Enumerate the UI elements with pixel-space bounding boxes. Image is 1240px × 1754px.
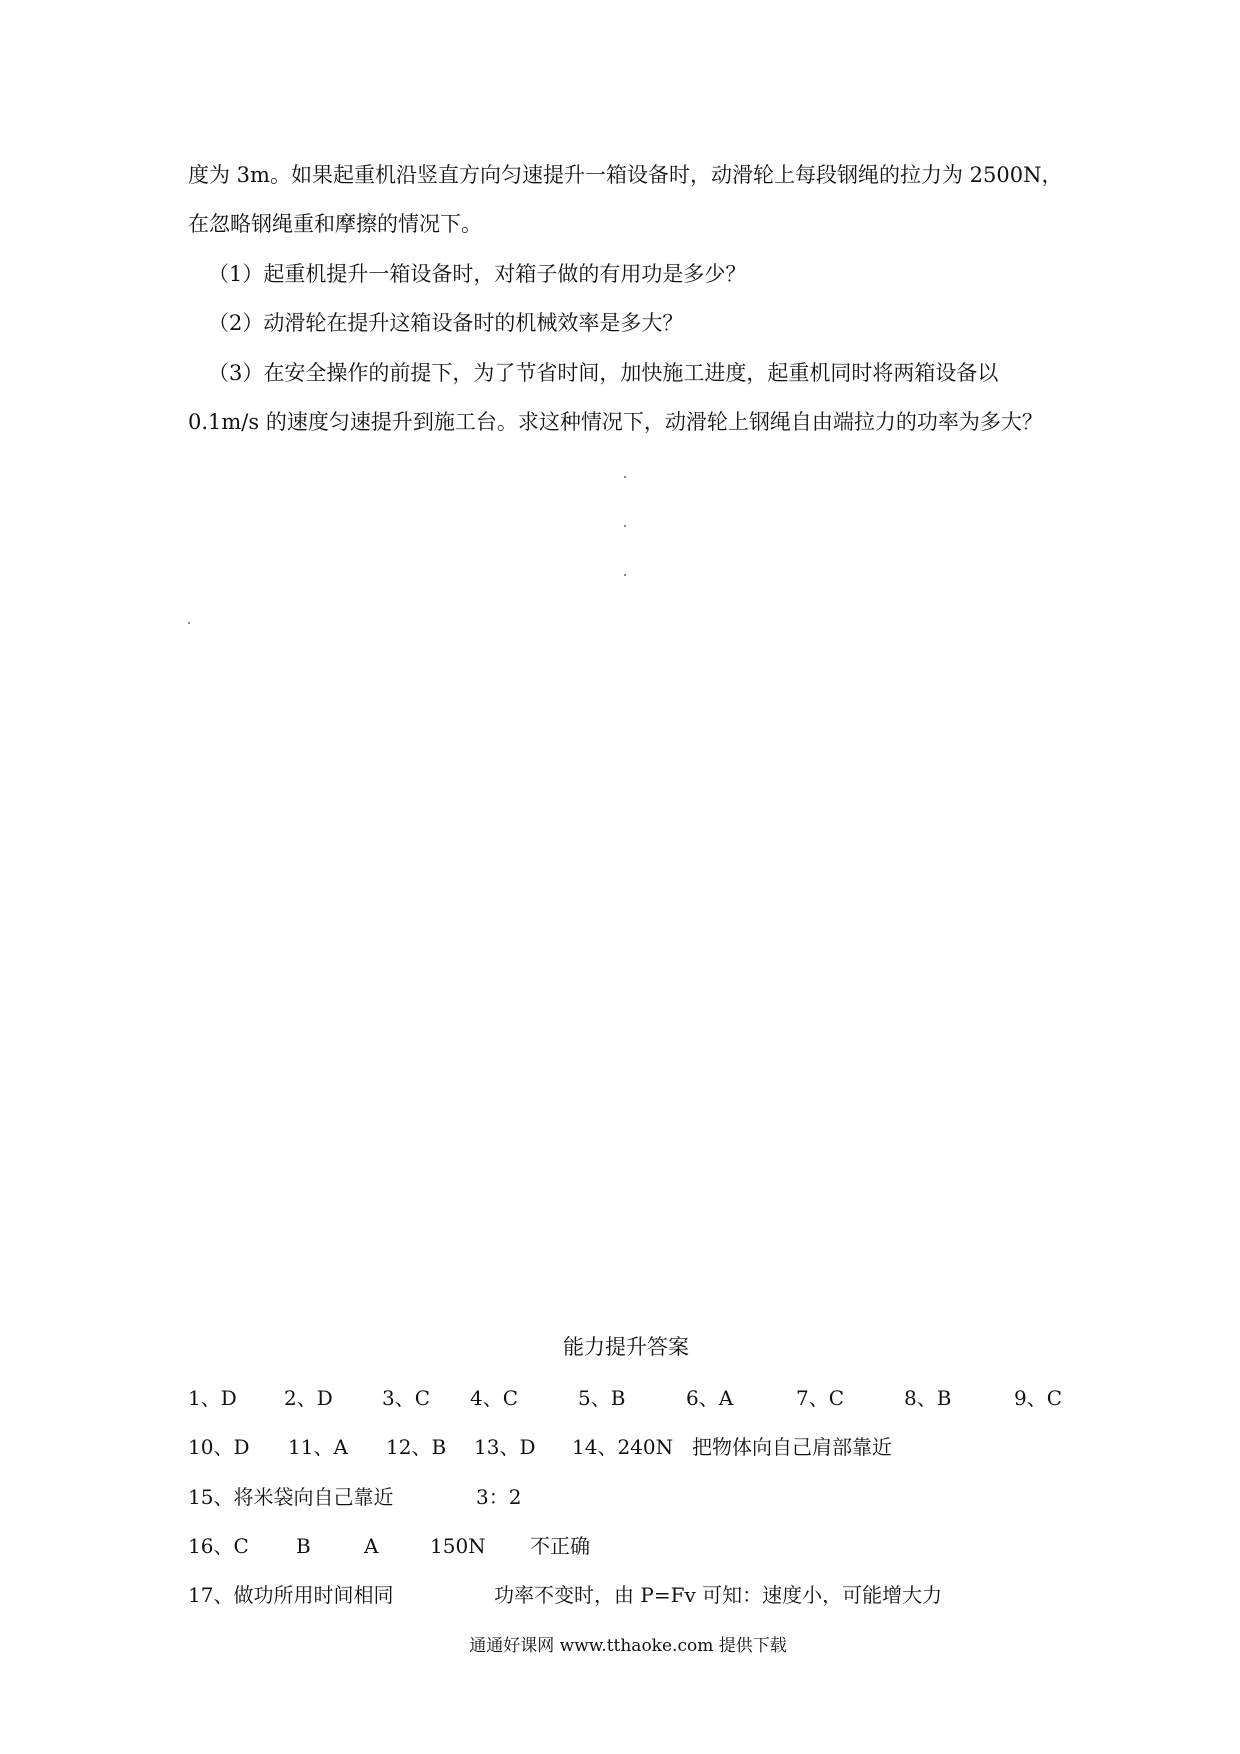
answer-item: 9、C <box>1014 1386 1063 1410</box>
answer-item: 12、B <box>386 1435 447 1459</box>
answer-item: 1、D <box>188 1386 237 1410</box>
answer-item: 17、做功所用时间相同 <box>188 1583 394 1607</box>
answer-item: 6、A <box>686 1386 734 1410</box>
answer-item: 14、240N <box>572 1435 674 1459</box>
answer-item: 把物体向自己肩部靠近 <box>692 1435 892 1459</box>
question-3-line-1: （3）在安全操作的前提下，为了节省时间，加快施工进度，起重机同时将两箱设备以 <box>208 361 999 385</box>
speck <box>188 622 190 624</box>
answer-item: 11、A <box>288 1435 348 1459</box>
answer-item: B <box>296 1534 311 1558</box>
speck <box>624 525 626 527</box>
question-1: （1）起重机提升一箱设备时，对箱子做的有用功是多少？ <box>208 262 747 286</box>
answer-item: 3：2 <box>476 1485 522 1509</box>
speck <box>624 574 626 576</box>
answer-item: 功率不变时，由 P=Fv 可知：速度小，可能增大力 <box>494 1583 943 1607</box>
problem-line-2: 在忽略钢绳重和摩擦的情况下。 <box>188 212 482 236</box>
answer-item: 3、C <box>382 1386 431 1410</box>
answer-item: 10、D <box>188 1435 250 1459</box>
speck <box>624 476 626 478</box>
answer-item: 8、B <box>904 1386 952 1410</box>
answer-item: 不正确 <box>530 1534 590 1558</box>
answer-item: 16、C <box>188 1534 249 1558</box>
answer-item: 7、C <box>796 1386 845 1410</box>
answer-title: 能力提升答案 <box>563 1335 689 1359</box>
question-2: （2）动滑轮在提升这箱设备时的机械效率是多大？ <box>208 311 684 335</box>
problem-line-1: 度为 3m。如果起重机沿竖直方向匀速提升一箱设备时，动滑轮上每段钢绳的拉力为 2500N， <box>188 163 1063 187</box>
answer-item: 2、D <box>284 1386 333 1410</box>
answer-item: 4、C <box>470 1386 519 1410</box>
footer-source: 通通好课网 www.tthaoke.com 提供下载 <box>469 1636 787 1656</box>
answer-item: A <box>364 1534 379 1558</box>
answer-item: 5、B <box>578 1386 626 1410</box>
question-3-line-2: 0.1m/s 的速度匀速提升到施工台。求这种情况下，动滑轮上钢绳自由端拉力的功率为多大？ <box>188 410 1043 434</box>
answer-item: 15、将米袋向自己靠近 <box>188 1485 394 1509</box>
answer-item: 150N <box>430 1534 486 1558</box>
answer-item: 13、D <box>474 1435 536 1459</box>
